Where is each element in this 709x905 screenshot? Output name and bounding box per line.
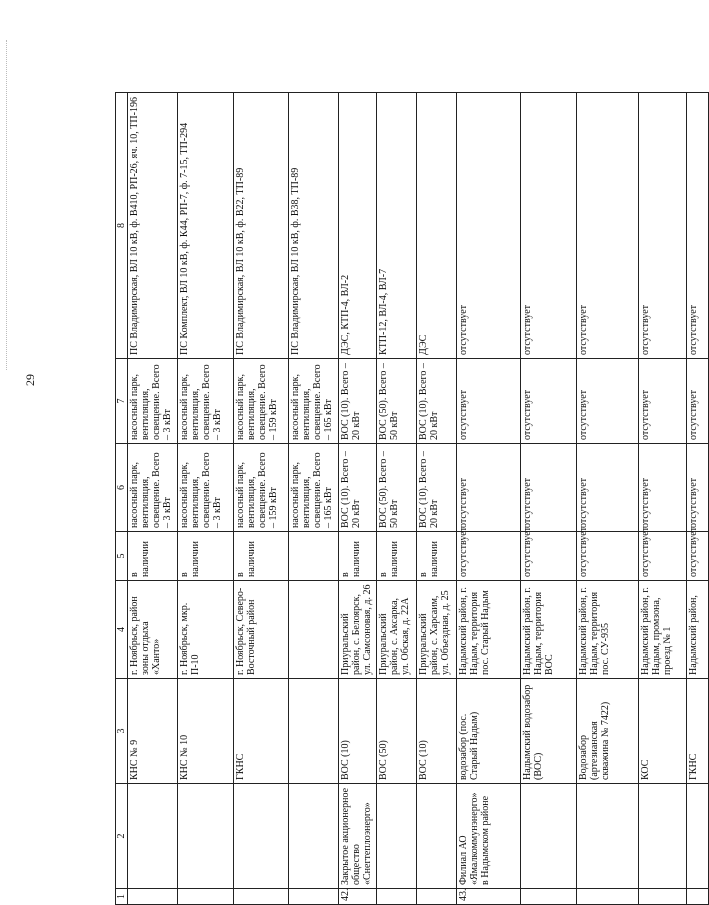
load-total-cell: отсутствует [687, 359, 709, 444]
power-source-cell: ПС Комплект, ВЛ 10 кВ, ф. К44, РП-7, ф. 7-15, ТП-294 [178, 93, 234, 359]
table-row [377, 93, 417, 905]
power-source-cell: ПС Владимирская, ВЛ 10 кВ, ф. В38, ТП-89 [289, 93, 339, 359]
load-cell: насосный парк, вентиляция, освещение. Всего – 159 кВт [234, 444, 289, 532]
power-source-cell: ДЭС, КТП-4, ВЛ-2 [339, 93, 377, 359]
facility-cell: КОС [639, 679, 687, 784]
load-total-cell: отсутствует [521, 359, 577, 444]
address-cell: Приуральский район, с. Белоярск, ул. Самсоновая, д. 26 [339, 581, 377, 679]
load-total-cell: отсутствует [457, 359, 521, 444]
availability-cell: в наличии [339, 532, 377, 581]
row-number [178, 889, 234, 905]
organization-cell [178, 784, 234, 889]
availability-cell: отсутствует [639, 532, 687, 581]
load-total-cell: ВОС (10). Всего – 20 кВт [417, 359, 457, 444]
facility-cell: ВОС (50) [377, 679, 417, 784]
row-number [521, 889, 577, 905]
load-cell: насосный парк, вентиляция, освещение. Всего – 165 кВт [289, 444, 339, 532]
table-row [521, 93, 577, 905]
header-cell: 6 [116, 444, 128, 532]
address-cell: г. Ноябрьск, мкр. П-10 [178, 581, 234, 679]
row-number: 42. [339, 889, 377, 905]
load-total-cell: отсутствует [577, 359, 639, 444]
address-cell: Приуральский район, с. Аксарка, ул. Обская, д. 22А [377, 581, 417, 679]
load-cell: отсутствует [457, 444, 521, 532]
load-total-cell: насосный парк, вентиляция, освещение. Всего – 165 кВт [289, 359, 339, 444]
availability-cell: отсутствует [687, 532, 709, 581]
power-source-cell: отсутствует [577, 93, 639, 359]
header-cell: 5 [116, 532, 128, 581]
address-cell: г. Ноябрьск, район зоны отдыха «Ханто» [128, 581, 178, 679]
facility-cell: ВОС (10) [417, 679, 457, 784]
table-body [128, 93, 709, 905]
table-row [178, 93, 234, 905]
availability-cell [289, 532, 339, 581]
power-source-cell: отсутствует [687, 93, 709, 359]
load-cell: ВОС (10). Всего – 20 кВт [339, 444, 377, 532]
table-row [128, 93, 178, 905]
load-total-cell: насосный парк, вентиляция, освещение. Всего – 3 кВт [178, 359, 234, 444]
organization-cell [639, 784, 687, 889]
address-cell: Надымский район, г. Надым, территория пос. СУ-935 [577, 581, 639, 679]
facility-cell: Водозабор (артезианская скважина № 7422) [577, 679, 639, 784]
organization-cell [417, 784, 457, 889]
row-number [577, 889, 639, 905]
power-source-cell: отсутствует [639, 93, 687, 359]
table-row [639, 93, 687, 905]
availability-cell: отсутствует [521, 532, 577, 581]
address-cell [289, 581, 339, 679]
load-cell: насосный парк, вентиляция, освещение. Всего – 3 кВт [178, 444, 234, 532]
address-cell: Приуральский район, с. Харсаим, ул. Объездная, д. 25 [417, 581, 457, 679]
power-source-cell: КТП-12, ВЛ-4, ВЛ-7 [377, 93, 417, 359]
table-row [289, 93, 339, 905]
load-total-cell: насосный парк, вентиляция, освещение. Всего – 3 кВт [128, 359, 178, 444]
organization-cell [377, 784, 417, 889]
availability-cell: отсутствует [577, 532, 639, 581]
availability-cell: в наличии [417, 532, 457, 581]
address-cell: Надымский район, [687, 581, 709, 679]
availability-cell: в наличии [178, 532, 234, 581]
organization-cell [687, 784, 709, 889]
row-number [128, 889, 178, 905]
facility-cell: водозабор (пос. Старый Надым) [457, 679, 521, 784]
facility-cell [289, 679, 339, 784]
organization-cell [289, 784, 339, 889]
header-cell: 2 [116, 784, 128, 889]
table-header-row [116, 93, 128, 905]
page-number: 29 [23, 374, 37, 386]
facility-cell: ГКНС [687, 679, 709, 784]
power-source-cell: ПС Владимирская, ВЛ 10 кВ, ф. В22, ТП-89 [234, 93, 289, 359]
header-cell: 8 [116, 93, 128, 359]
power-source-cell: ПС Владимирская, ВЛ 10 кВ, ф. В410, РП-26, яч. 10, ТП-196 [128, 93, 178, 359]
organization-cell: Филиал АО «Ямалкоммунэнерго» в Надымском районе [457, 784, 521, 889]
row-number [639, 889, 687, 905]
availability-cell: в наличии [377, 532, 417, 581]
organization-cell [521, 784, 577, 889]
load-total-cell: насосный парк, вентиляция, освещение. Всего – 159 кВт [234, 359, 289, 444]
row-number [417, 889, 457, 905]
load-cell: ВОС (10). Всего – 20 кВт [417, 444, 457, 532]
header-cell: 4 [116, 581, 128, 679]
organization-cell [577, 784, 639, 889]
table-row [577, 93, 639, 905]
header-cell: 7 [116, 359, 128, 444]
load-cell: отсутствует [521, 444, 577, 532]
load-total-cell: отсутствует [639, 359, 687, 444]
load-cell: отсутствует [687, 444, 709, 532]
energy-facilities-table [115, 92, 709, 905]
availability-cell: в наличии [234, 532, 289, 581]
power-source-cell: отсутствует [457, 93, 521, 359]
scan-margin-dots [6, 40, 13, 370]
address-cell: Надымский район, г. Надым, промзона, проезд № 1 [639, 581, 687, 679]
power-source-cell: отсутствует [521, 93, 577, 359]
row-number [687, 889, 709, 905]
power-source-cell: ДЭС [417, 93, 457, 359]
load-cell: отсутствует [639, 444, 687, 532]
row-number: 43. [457, 889, 521, 905]
organization-cell [128, 784, 178, 889]
row-number [377, 889, 417, 905]
header-cell: 1 [116, 889, 128, 905]
facility-cell: ВОС (10) [339, 679, 377, 784]
table-row [457, 93, 521, 905]
load-cell: ВОС (50). Всего – 50 кВт [377, 444, 417, 532]
address-cell: Надымский район, г. Надым, территория ВОС [521, 581, 577, 679]
table-row [234, 93, 289, 905]
header-cell: 3 [116, 679, 128, 784]
organization-cell: Закрытое акционерное общество «Снегтеплоэнерго» [339, 784, 377, 889]
facility-cell: КНС № 9 [128, 679, 178, 784]
organization-cell [234, 784, 289, 889]
table-row [339, 93, 377, 905]
rotated-table-sheet [115, 93, 699, 905]
load-total-cell: ВОС (10). Всего – 20 кВт [339, 359, 377, 444]
row-number [234, 889, 289, 905]
load-cell: насосный парк, вентиляция, освещение. Всего – 3 кВт [128, 444, 178, 532]
availability-cell: в наличии [128, 532, 178, 581]
address-cell: г. Ноябрьск, Северо-Восточный район [234, 581, 289, 679]
row-number [289, 889, 339, 905]
load-cell: отсутствует [577, 444, 639, 532]
facility-cell: КНС № 10 [178, 679, 234, 784]
table-row [687, 93, 709, 905]
facility-cell: Надымский водозабор (ВОС) [521, 679, 577, 784]
load-total-cell: ВОС (50). Всего – 50 кВт [377, 359, 417, 444]
address-cell: Надымский район, г. Надым, территория пос. Старый Надым [457, 581, 521, 679]
table-row [417, 93, 457, 905]
facility-cell: ГКНС [234, 679, 289, 784]
availability-cell: отсутствует [457, 532, 521, 581]
